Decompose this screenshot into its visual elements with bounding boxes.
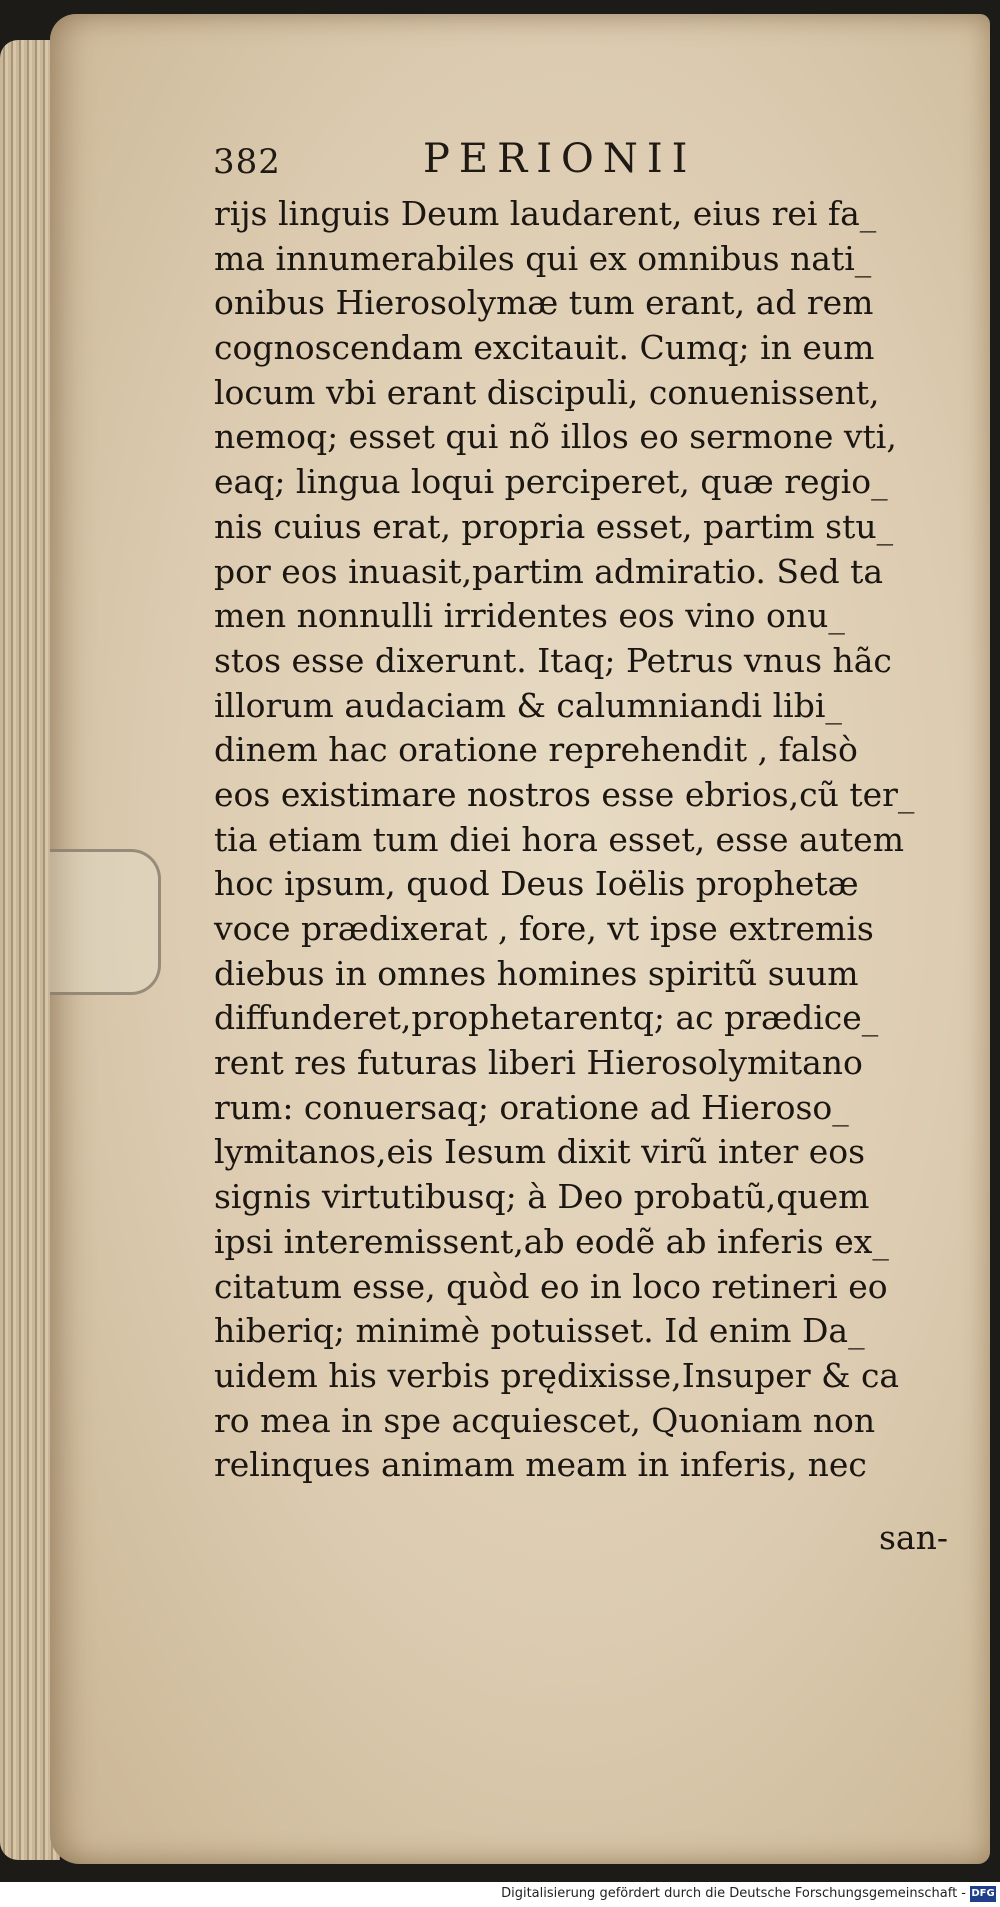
text-line: por eos inuasit,partim admiratio. Sed ta	[214, 551, 884, 591]
page-clip	[50, 849, 161, 995]
text-line: illorum audaciam & calumniandi libi_	[214, 685, 842, 725]
text-line: rum: conuersaq; oratione ad Hieroso_	[214, 1087, 849, 1127]
text-line: stos esse dixerunt. Itaq; Petrus vnus hãc	[214, 640, 892, 680]
text-line: eos existimare nostros esse ebrios,cũ ter_	[214, 774, 915, 814]
text-line: voce prædixerat , fore, vt ipse extremis	[214, 909, 874, 948]
text-line: onibus Hierosolymæ tum erant, ad rem	[214, 283, 874, 323]
text-line: diebus in omnes homines spiritũ suum	[214, 953, 859, 993]
text-line: nis cuius erat, propria esset, partim stu_	[214, 506, 894, 546]
page-number: 382	[213, 142, 281, 182]
text-line: citatum esse, quòd eo in loco retineri eo	[214, 1266, 888, 1306]
text-line: lymitanos,eis Iesum dixit virũ inter eos	[214, 1132, 866, 1172]
text-line: hiberiq; minimè potuisset. Id enim Da_	[214, 1311, 865, 1351]
text-line: signis virtutibusq; à Deo probatũ,quem	[214, 1177, 870, 1217]
running-title: PERIONII	[423, 136, 697, 182]
text-line: uidem his verbis prędixisse,Insuper & ca	[214, 1355, 900, 1395]
dfg-logo-icon: DFG	[970, 1886, 996, 1902]
catchword: san-	[878, 1518, 948, 1557]
text-line: ipsi interemissent,ab eodẽ ab inferis ex_	[214, 1221, 889, 1261]
text-line: ro mea in spe acquiescet, Quoniam non	[214, 1400, 876, 1440]
text-line: locum vbi erant discipuli, conuenissent,	[214, 372, 880, 412]
text-line: rent res futuras liberi Hierosolymitano	[214, 1043, 863, 1083]
running-head	[213, 136, 773, 196]
text-line: nemoq; esset qui nõ illos eo sermone vti,	[214, 417, 897, 457]
text-line: rijs linguis Deum laudarent, eius rei fa_	[214, 194, 877, 233]
text-line: relinques animam meam in inferis, nec	[214, 1445, 867, 1485]
text-line: diffunderet,prophetarentq; ac prædice_	[214, 998, 879, 1038]
digitization-footer	[0, 1882, 1000, 1907]
text-line: eaq; lingua loqui perciperet, quæ regio_	[214, 462, 888, 502]
text-line: hoc ipsum, quod Deus Ioëlis prophetæ	[214, 864, 859, 904]
text-line: men nonnulli irridentes eos vino onu_	[214, 596, 845, 636]
text-block	[214, 192, 954, 1488]
footer-credit: Digitalisierung gefördert durch die Deutsche Forschungsgemeinschaft -	[501, 1886, 966, 1901]
text-line: tia etiam tum diei hora esset, esse autem	[214, 819, 904, 859]
text-line: dinem hac oratione reprehendit , falsò	[214, 730, 858, 770]
text-line: ma innumerabiles qui ex omnibus nati_	[214, 238, 872, 278]
text-line: cognoscendam excitauit. Cumq; in eum	[214, 328, 875, 368]
